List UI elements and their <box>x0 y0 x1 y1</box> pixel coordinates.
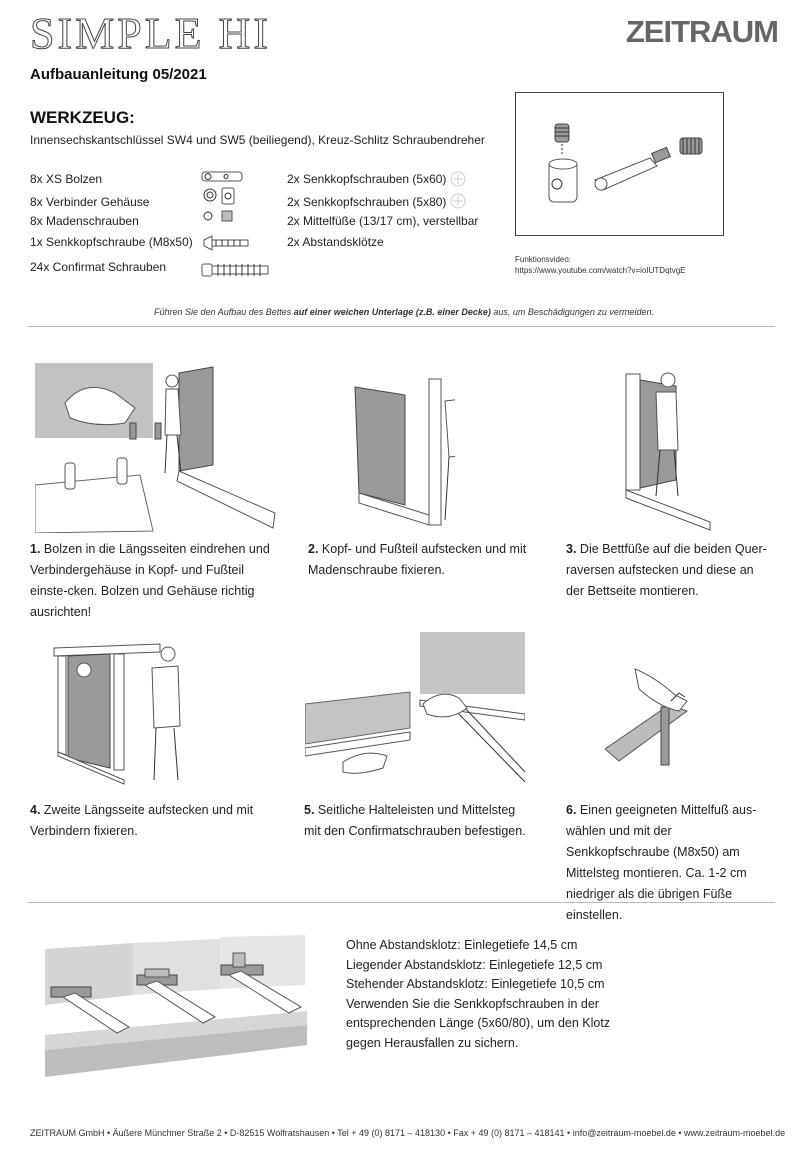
step-3-text: 3. Die Bettfüße auf die beiden Quer-raversen aufstecken und diese an der Bettseite montieren. <box>566 542 767 598</box>
part-center-feet: 2x Mittelfüße (13/17 cm), verstellbar <box>287 214 479 228</box>
parts-icons <box>198 168 276 280</box>
note-emphasis: auf einer weichen Unterlage (z.B. einer Decke) <box>293 307 491 317</box>
connector-housing-icon <box>204 188 234 204</box>
grub-screw-icon <box>204 211 232 221</box>
spacer-line-2: Liegender Abstandsklotz: Einlegetiefe 12,5 cm <box>346 957 603 972</box>
divider <box>28 326 775 327</box>
countersunk-screw-icon <box>204 236 248 250</box>
step-2-text: 2. Kopf- und Fußteil aufstecken und mit Madenschraube fixieren. <box>308 542 527 577</box>
tools-heading: WERKZEUG: <box>30 108 135 127</box>
spacer-line-1: Ohne Abstandsklotz: Einlegetiefe 14,5 cm <box>346 938 578 952</box>
spacer-instructions <box>346 936 610 1053</box>
spacer-line-3: Stehender Abstandsklotz: Einlegetiefe 10,5 cm <box>346 977 605 991</box>
housing-illustration <box>549 159 577 202</box>
part-countersunk-screw-m8: 1x Senkkopfschraube (M8x50) <box>30 235 193 249</box>
connector-diagram <box>515 92 725 237</box>
part-connector-housing: 8x Verbinder Gehäuse <box>30 195 150 209</box>
confirmat-screw-icon <box>202 264 268 276</box>
part-grub-screw: 8x Madenschrauben <box>30 214 139 228</box>
step-6-text: 6. Einen geeigneten Mittelfuß aus-wählen und mit der Senkkopfschraube (M8x50) am Mittelsteg montieren. Ca. 1-2 cm niedriger als die übrigen Füße einstellen. <box>566 803 757 922</box>
threaded-sleeve-illustration <box>680 138 702 154</box>
document-subtitle: Aufbauanleitung 05/2021 <box>30 66 207 83</box>
step-4-text: 4. Zweite Längsseite aufstecken und mit Verbindern fixieren. <box>30 803 254 838</box>
divider <box>28 902 775 903</box>
step-6-illustration <box>605 665 715 767</box>
step-1-illustration <box>35 363 280 533</box>
phillips-screw-icons <box>448 170 468 212</box>
video-info <box>515 254 686 276</box>
footer-contact: ZEITRAUM GmbH • Äußere Münchner Straße 2 • D-82515 Wolfratshausen • Tel + 49 (0) 8171 – 418130 • Fax + 49 (0) 8171 – 418141 • info@zeitraum-moebel.de • www.zeitraum-moebel.de <box>30 1128 786 1138</box>
step-5-illustration <box>305 632 525 792</box>
part-confirmat-screws: 24x Confirmat Schrauben <box>30 260 167 274</box>
video-link[interactable]: https://www.youtube.com/watch?v=ioIUTDqtvgE <box>515 266 686 275</box>
step-3-illustration <box>610 370 714 532</box>
spacer-line-6: gegen Herausfallen zu sichern. <box>346 1035 519 1050</box>
xs-bolt-icon <box>202 172 242 181</box>
assembly-note: Führen Sie den Aufbau des Bettes auf einer weichen Unterlage (z.B. einer Decke) aus, um Beschädigungen zu vermeiden. <box>154 307 654 317</box>
part-screw-5x60: 2x Senkkopfschrauben (5x60) <box>287 172 447 186</box>
part-screw-5x80: 2x Senkkopfschrauben (5x80) <box>287 195 447 209</box>
step-4-illustration <box>50 640 185 785</box>
part-spacer-blocks: 2x Abstandsklötze <box>287 235 384 249</box>
step-2-illustration <box>345 375 455 530</box>
part-xs-bolt: 8x XS Bolzen <box>30 172 103 186</box>
brand-logo: ZEITRAUM <box>625 14 778 49</box>
video-label: Funktionsvideo: <box>515 255 572 264</box>
step-1-text: 1. Bolzen in die Längsseiten eindrehen und Verbindergehäuse in Kopf- und Fußteil einste-cken. Bolzen und Gehäuse richtig ausrichten! <box>30 542 270 619</box>
step-5-text: 5. Seitliche Halteleisten und Mittelsteg mit den Confirmatschrauben befestigen. <box>304 803 526 838</box>
spacer-line-5: entsprechenden Länge (5x60/80), um den Klotz <box>346 1016 611 1030</box>
tools-description: Innensechskantschlüssel SW4 und SW5 (beiliegend), Kreuz-Schlitz Schraubendreher <box>30 133 485 147</box>
spacer-block-illustration <box>45 935 307 1077</box>
product-title: SIMPLE HI <box>30 9 271 58</box>
spacer-line-4: Verwenden Sie die Senkkopfschrauben in der <box>346 996 599 1011</box>
